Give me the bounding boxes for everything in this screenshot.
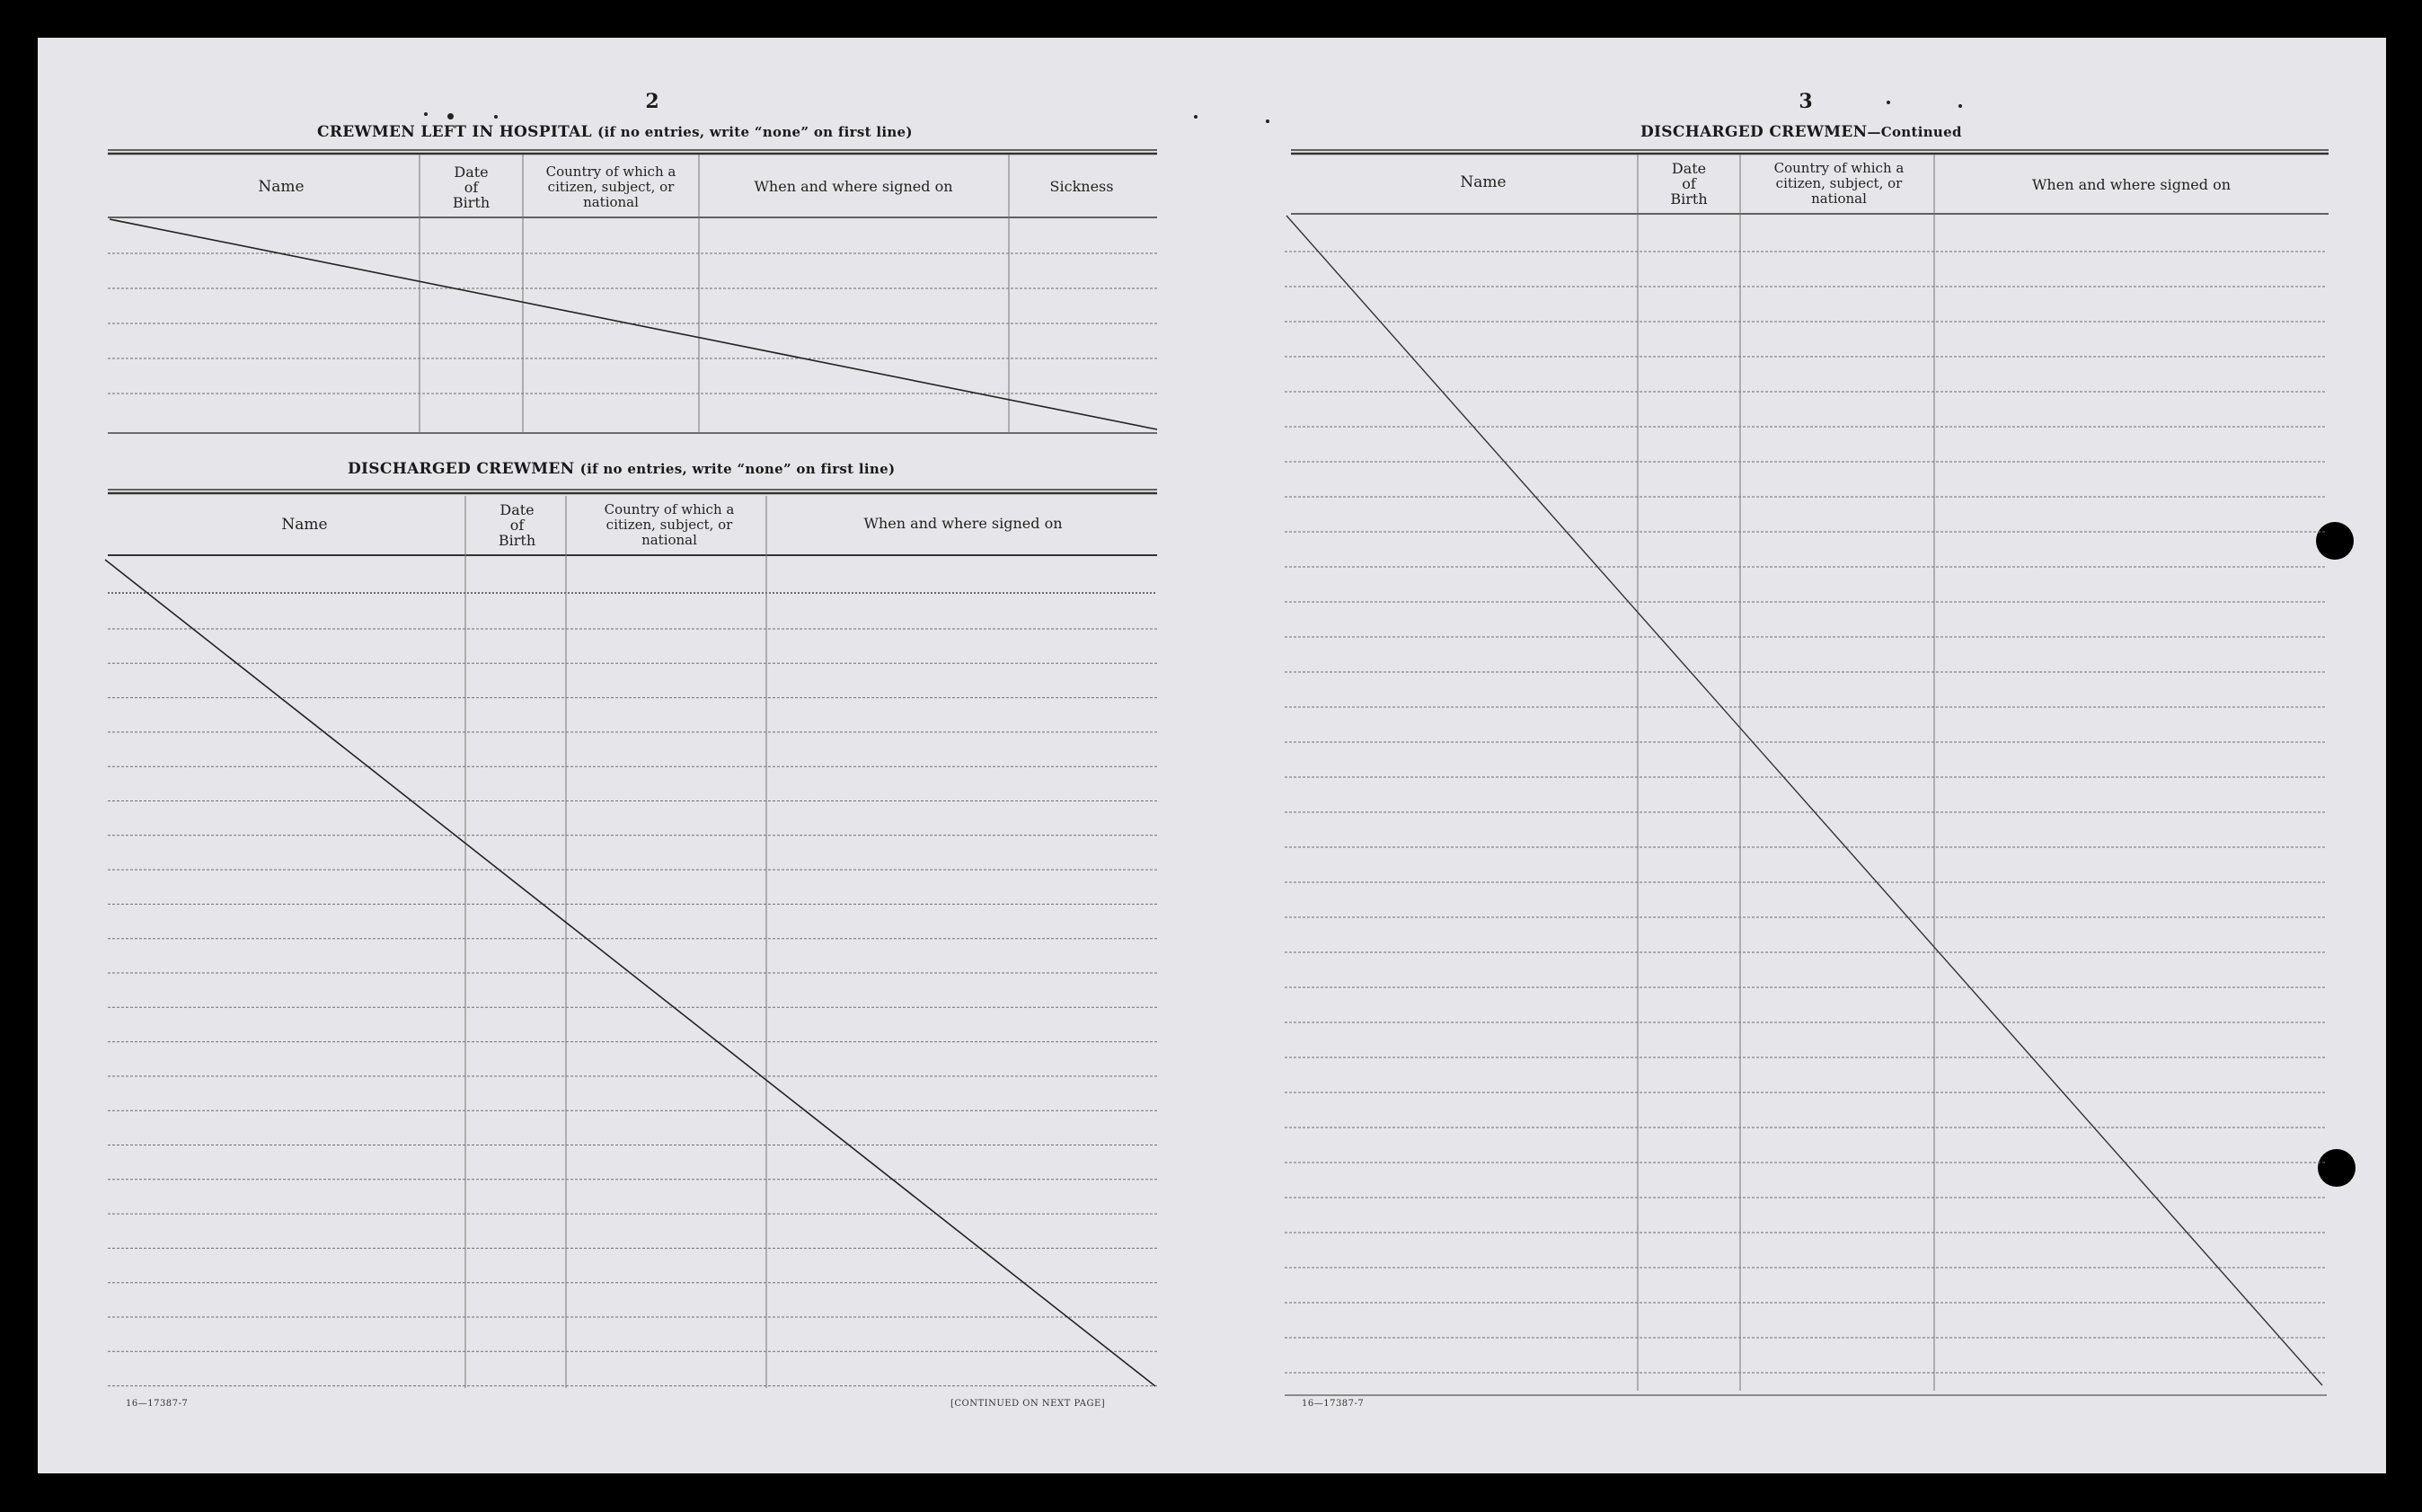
discharged-col-dob-line3: Birth — [498, 532, 536, 549]
hospital-col-name: Name — [258, 178, 305, 196]
form-number-right: 16—17387-7 — [1302, 1399, 1365, 1409]
right-col-dob-line2: of — [1682, 175, 1696, 192]
hospital-col-signed: When and where signed on — [754, 178, 953, 195]
page-number-left: 2 — [645, 90, 659, 113]
right-title-text: DISCHARGED CREWMEN — [1640, 123, 1868, 141]
right-col-dob-line1: Date — [1671, 160, 1707, 177]
right-title-suffix: —Continued — [1867, 124, 1962, 140]
hospital-col-dob-line3: Birth — [452, 194, 491, 211]
hospital-col-country-line2: citizen, subject, or — [547, 179, 675, 195]
discharged-col-name: Name — [281, 516, 328, 534]
hospital-title-text: CREWMEN LEFT IN HOSPITAL — [317, 123, 592, 141]
right-col-country-line3: national — [1811, 190, 1867, 207]
continued-note: [CONTINUED ON NEXT PAGE] — [950, 1399, 1106, 1409]
discharged-title-note: (if no entries, write “none” on first line) — [579, 461, 896, 477]
discharged-col-country-line2: citizen, subject, or — [606, 517, 733, 533]
discharged-col-dob-line1: Date — [499, 501, 535, 518]
right-strikethrough — [1286, 216, 2322, 1385]
discharged-title-text: DISCHARGED CREWMEN — [348, 460, 575, 478]
page-number-right: 3 — [1799, 90, 1813, 113]
right-col-country-line1: Country of which a — [1773, 160, 1905, 176]
discharged-col-country-line3: national — [641, 532, 697, 548]
hospital-col-sickness: Sickness — [1049, 178, 1114, 195]
hospital-strikethrough — [110, 219, 1157, 429]
right-col-dob-line3: Birth — [1670, 190, 1708, 208]
right-col-country-line2: citizen, subject, or — [1775, 175, 1903, 191]
right-col-name: Name — [1460, 173, 1507, 191]
hospital-col-country-line3: national — [583, 194, 639, 210]
discharged-col-signed: When and where signed on — [863, 515, 1063, 532]
hospital-col-dob-line2: of — [464, 179, 479, 196]
hospital-title-note: (if no entries, write “none” on first line) — [597, 124, 913, 140]
discharged-col-country-line1: Country of which a — [604, 501, 735, 517]
discharged-col-dob-line2: of — [509, 517, 525, 534]
form-number-left: 16—17387-7 — [126, 1399, 189, 1409]
hospital-col-country-line1: Country of which a — [545, 164, 676, 180]
right-col-signed: When and where signed on — [2031, 176, 2232, 193]
hospital-col-dob-line1: Date — [454, 164, 489, 181]
